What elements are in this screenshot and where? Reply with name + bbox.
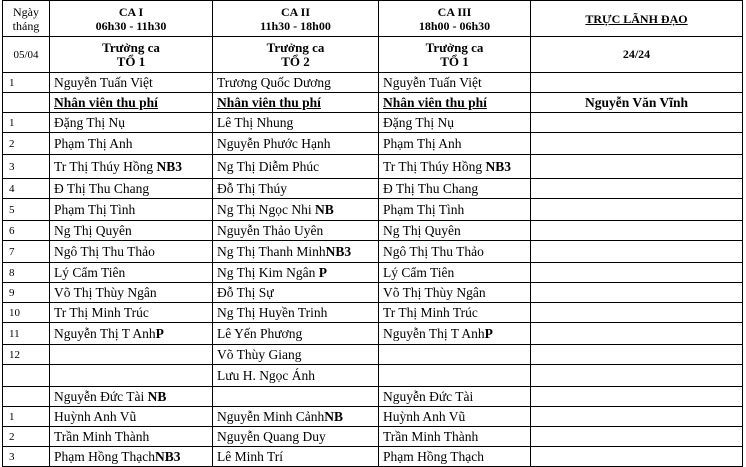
- staff-name: Lý Cẩm Tiên: [54, 264, 126, 280]
- ca1-staff-cell: [50, 387, 213, 407]
- shift-roster-table: [2, 0, 743, 467]
- staff-name: Tr Thị Thúy Hồng: [383, 158, 486, 174]
- row-number: 1: [3, 113, 50, 133]
- leader-empty-cell: [531, 73, 743, 93]
- leader-empty-cell: [531, 179, 743, 199]
- ca3-team-cell: [379, 37, 531, 73]
- ca1-staff-cell: [50, 133, 213, 155]
- ca1-staff-cell: [50, 283, 213, 303]
- ca2-staff-cell: [213, 365, 379, 387]
- ca2-time: 11h30 - 18h00: [260, 18, 331, 33]
- row-number: [3, 365, 50, 387]
- row-number: 10: [3, 303, 50, 323]
- staff-name: Lê Yến Phương: [217, 325, 303, 341]
- row-number: 9: [3, 283, 50, 303]
- staff-name: Ng Thị Thanh Minh: [217, 243, 326, 259]
- ca3-shift-lead: Nguyễn Tuấn Việt: [379, 73, 531, 93]
- leader-empty-cell: [531, 345, 743, 365]
- ca3-staff-cell: [379, 221, 531, 241]
- ca3-staff-cell: [379, 427, 531, 447]
- staff-name: Ng Thị Huyền Trinh: [217, 304, 328, 320]
- ca3-staff-cell: [379, 113, 531, 133]
- leader-name: Nguyễn Văn Vĩnh: [531, 93, 743, 113]
- ca2-staff-cell: [213, 241, 379, 263]
- ca3-staff-cell: [379, 323, 531, 345]
- shift-lead-row: [3, 73, 743, 93]
- staff-name: Phạm Thị Tình: [383, 201, 465, 217]
- ca2-staff-heading: Nhân viên thu phí: [213, 93, 379, 113]
- ca3-lead-title: Trưởng ca: [425, 39, 484, 55]
- shift-lead-no: 1: [3, 73, 50, 93]
- row-number: 1: [3, 407, 50, 427]
- ca3-staff-cell: [379, 263, 531, 283]
- staff-name: Lý Cẩm Tiên: [383, 264, 455, 280]
- ca1-staff-cell: [50, 263, 213, 283]
- ca3-staff-cell: [379, 365, 531, 387]
- table-row: [3, 447, 743, 467]
- ca2-staff-cell: [213, 447, 379, 467]
- ca2-staff-cell: [213, 427, 379, 447]
- table-row: [3, 199, 743, 221]
- table-row: [3, 263, 743, 283]
- staff-name: Ngô Thị Thu Thảo: [383, 243, 484, 259]
- ca3-staff-cell: [379, 283, 531, 303]
- staff-name: Tr Thị Minh Trúc: [54, 304, 149, 320]
- staff-name: Ng Thị Quyên: [383, 222, 461, 238]
- staff-tag: P: [318, 264, 327, 280]
- staff-name: Huỳnh Anh Vũ: [383, 408, 466, 424]
- staff-name: Ng Thị Diễm Phúc: [217, 158, 320, 174]
- ca2-lead-title: Trưởng ca: [266, 39, 325, 55]
- leader-column-header: TRỰC LÃNH ĐẠO: [531, 1, 743, 37]
- ca3-staff-heading: Nhân viên thu phí: [379, 93, 531, 113]
- ca1-header: [50, 1, 213, 37]
- ca1-staff-cell: [50, 155, 213, 179]
- ca1-staff-cell: [50, 221, 213, 241]
- table-row: [3, 155, 743, 179]
- row-number: 12: [3, 345, 50, 365]
- staff-name: Tr Thị Thúy Hồng: [54, 158, 157, 174]
- ca1-time: 06h30 - 11h30: [95, 18, 167, 33]
- leader-empty-cell: [531, 447, 743, 467]
- table-row: [3, 179, 743, 199]
- staff-name: Đặng Thị Nụ: [54, 114, 125, 130]
- leader-empty-cell: [531, 427, 743, 447]
- staff-tag: P: [155, 325, 164, 341]
- ca2-team-cell: [213, 37, 379, 73]
- leader-empty-cell: [531, 323, 743, 345]
- leader-empty-cell: [531, 199, 743, 221]
- staff-name: Phạm Thị Anh: [383, 135, 462, 151]
- ca1-staff-cell: [50, 345, 213, 365]
- staff-name: Ng Thị Quyên: [54, 222, 132, 238]
- ca2-staff-cell: [213, 113, 379, 133]
- staff-name: Nguyễn Thị T Anh: [383, 325, 485, 341]
- ca1-staff-heading: Nhân viên thu phí: [50, 93, 213, 113]
- leader-empty-cell: [531, 155, 743, 179]
- ca2-staff-cell: [213, 387, 379, 407]
- ca1-team: TỔ 1: [116, 53, 146, 69]
- ca3-staff-cell: [379, 241, 531, 263]
- ca2-staff-cell: [213, 155, 379, 179]
- staff-tag: NB3: [155, 448, 181, 464]
- ca2-name: CA II: [280, 4, 310, 19]
- ca1-staff-cell: [50, 323, 213, 345]
- staff-tag: P: [484, 325, 493, 341]
- ca1-staff-cell: [50, 199, 213, 221]
- ca3-staff-cell: [379, 387, 531, 407]
- table-row: [3, 407, 743, 427]
- staff-name: Đ Thị Thu Chang: [54, 180, 150, 196]
- row-number: 2: [3, 133, 50, 155]
- ca1-staff-cell: [50, 113, 213, 133]
- row-number: 3: [3, 155, 50, 179]
- row-number: 6: [3, 221, 50, 241]
- row-number: 2: [3, 427, 50, 447]
- staff-tag: NB3: [485, 158, 512, 174]
- staff-name: Võ Thị Thùy Ngân: [383, 284, 486, 300]
- ca1-shift-lead: Nguyễn Tuấn Việt: [50, 73, 213, 93]
- table-row: [3, 323, 743, 345]
- header-row: [3, 1, 743, 37]
- date-cell: 05/04: [3, 37, 50, 73]
- staff-name: Phạm Thị Tình: [54, 201, 136, 217]
- table-row: [3, 387, 743, 407]
- table-row: [3, 283, 743, 303]
- staff-name: Huỳnh Anh Vũ: [54, 408, 137, 424]
- staff-name: Ng Thị Kim Ngân: [217, 264, 319, 280]
- ca2-staff-cell: [213, 407, 379, 427]
- staff-name: Lê Minh Trí: [217, 448, 284, 464]
- ca2-header: [213, 1, 379, 37]
- staff-name: Nguyễn Thảo Uyên: [217, 222, 324, 238]
- row-number: 4: [3, 179, 50, 199]
- leader-empty-cell: [531, 365, 743, 387]
- staff-name: Tr Thị Minh Trúc: [383, 304, 478, 320]
- table-row: [3, 113, 743, 133]
- leader-empty-cell: [531, 221, 743, 241]
- ca1-staff-cell: [50, 407, 213, 427]
- staff-name: Nguyễn Thị T Anh: [54, 325, 156, 341]
- staff-name: Ngô Thị Thu Thảo: [54, 243, 155, 259]
- heading-no-cell: [3, 93, 50, 113]
- ca3-time: 18h00 - 06h30: [418, 18, 491, 33]
- staff-name: Nguyễn Đức Tài: [54, 388, 148, 404]
- ca2-staff-cell: [213, 283, 379, 303]
- staff-name: Trần Minh Thành: [54, 428, 150, 444]
- staff-name: Nguyễn Quang Duy: [217, 428, 326, 444]
- staff-heading-row: [3, 93, 743, 113]
- date-column-header: Ngày tháng: [3, 1, 50, 37]
- staff-tag: NB3: [156, 158, 183, 174]
- ca3-team: TỔ 1: [440, 53, 469, 69]
- staff-tag: NB: [324, 408, 344, 424]
- staff-name: Ng Thị Ngọc Nhi: [217, 201, 315, 217]
- ca2-staff-cell: [213, 263, 379, 283]
- ca2-shift-lead: Trương Quốc Dương: [213, 73, 379, 93]
- ca2-staff-cell: [213, 323, 379, 345]
- staff-name: Nguyễn Phước Hạnh: [217, 135, 331, 151]
- ca3-staff-cell: [379, 407, 531, 427]
- ca2-staff-cell: [213, 133, 379, 155]
- staff-name: Đỗ Thị Sự: [217, 284, 274, 300]
- ca1-staff-cell: [50, 241, 213, 263]
- staff-name: Lê Thị Nhung: [217, 114, 294, 130]
- leader-empty-cell: [531, 133, 743, 155]
- ca2-staff-cell: [213, 221, 379, 241]
- ca3-header: [379, 1, 531, 37]
- staff-name: Nguyễn Minh Cảnh: [217, 408, 325, 424]
- ca2-staff-cell: [213, 345, 379, 365]
- ca2-staff-cell: [213, 199, 379, 221]
- ca1-lead-title: Trưởng ca: [102, 39, 160, 55]
- leader-empty-cell: [531, 113, 743, 133]
- ca1-team-cell: [50, 37, 213, 73]
- ca3-staff-cell: [379, 155, 531, 179]
- staff-name: Đặng Thị Nụ: [383, 114, 454, 130]
- ca3-name: CA III: [437, 4, 472, 19]
- table-row: [3, 345, 743, 365]
- leader-shift-cell: 24/24: [531, 37, 743, 73]
- row-number: 3: [3, 447, 50, 467]
- table-row: [3, 241, 743, 263]
- leader-empty-cell: [531, 263, 743, 283]
- ca2-staff-cell: [213, 303, 379, 323]
- staff-tag: NB: [315, 201, 334, 217]
- ca3-staff-cell: [379, 447, 531, 467]
- staff-name: Nguyễn Đức Tài: [383, 388, 474, 404]
- staff-name: Võ Thị Thùy Ngân: [54, 284, 157, 300]
- table-row: [3, 221, 743, 241]
- ca2-staff-cell: [213, 179, 379, 199]
- staff-name: Phạm Hồng Thạch: [54, 448, 155, 464]
- row-number: 8: [3, 263, 50, 283]
- table-row: [3, 303, 743, 323]
- row-number: [3, 387, 50, 407]
- table-row: [3, 133, 743, 155]
- leader-empty-cell: [531, 407, 743, 427]
- leader-empty-cell: [531, 387, 743, 407]
- row-number: 7: [3, 241, 50, 263]
- staff-name: Lưu H. Ngọc Ánh: [217, 367, 316, 383]
- table-row: [3, 427, 743, 447]
- ca2-team: TỔ 2: [281, 53, 310, 69]
- leader-empty-cell: [531, 241, 743, 263]
- staff-tag: NB: [147, 388, 167, 404]
- staff-name: Đỗ Thị Thúy: [217, 180, 288, 196]
- table-row: [3, 365, 743, 387]
- row-number: 5: [3, 199, 50, 221]
- staff-name: Đ Thị Thu Chang: [383, 180, 479, 196]
- ca3-staff-cell: [379, 133, 531, 155]
- ca1-staff-cell: [50, 365, 213, 387]
- ca1-name: CA I: [118, 4, 144, 19]
- ca3-staff-cell: [379, 303, 531, 323]
- ca1-staff-cell: [50, 427, 213, 447]
- leader-empty-cell: [531, 303, 743, 323]
- row-number: 11: [3, 323, 50, 345]
- ca3-staff-cell: [379, 199, 531, 221]
- ca1-staff-cell: [50, 179, 213, 199]
- ca3-staff-cell: [379, 345, 531, 365]
- leader-empty-cell: [531, 283, 743, 303]
- ca3-staff-cell: [379, 179, 531, 199]
- ca1-staff-cell: [50, 447, 213, 467]
- staff-tag: NB3: [325, 243, 352, 259]
- staff-name: Phạm Hồng Thạch: [383, 448, 484, 464]
- staff-name: Trần Minh Thành: [383, 428, 479, 444]
- ca1-staff-cell: [50, 303, 213, 323]
- staff-name: Phạm Thị Anh: [54, 135, 133, 151]
- staff-name: Võ Thùy Giang: [217, 346, 302, 362]
- team-row: [3, 37, 743, 73]
